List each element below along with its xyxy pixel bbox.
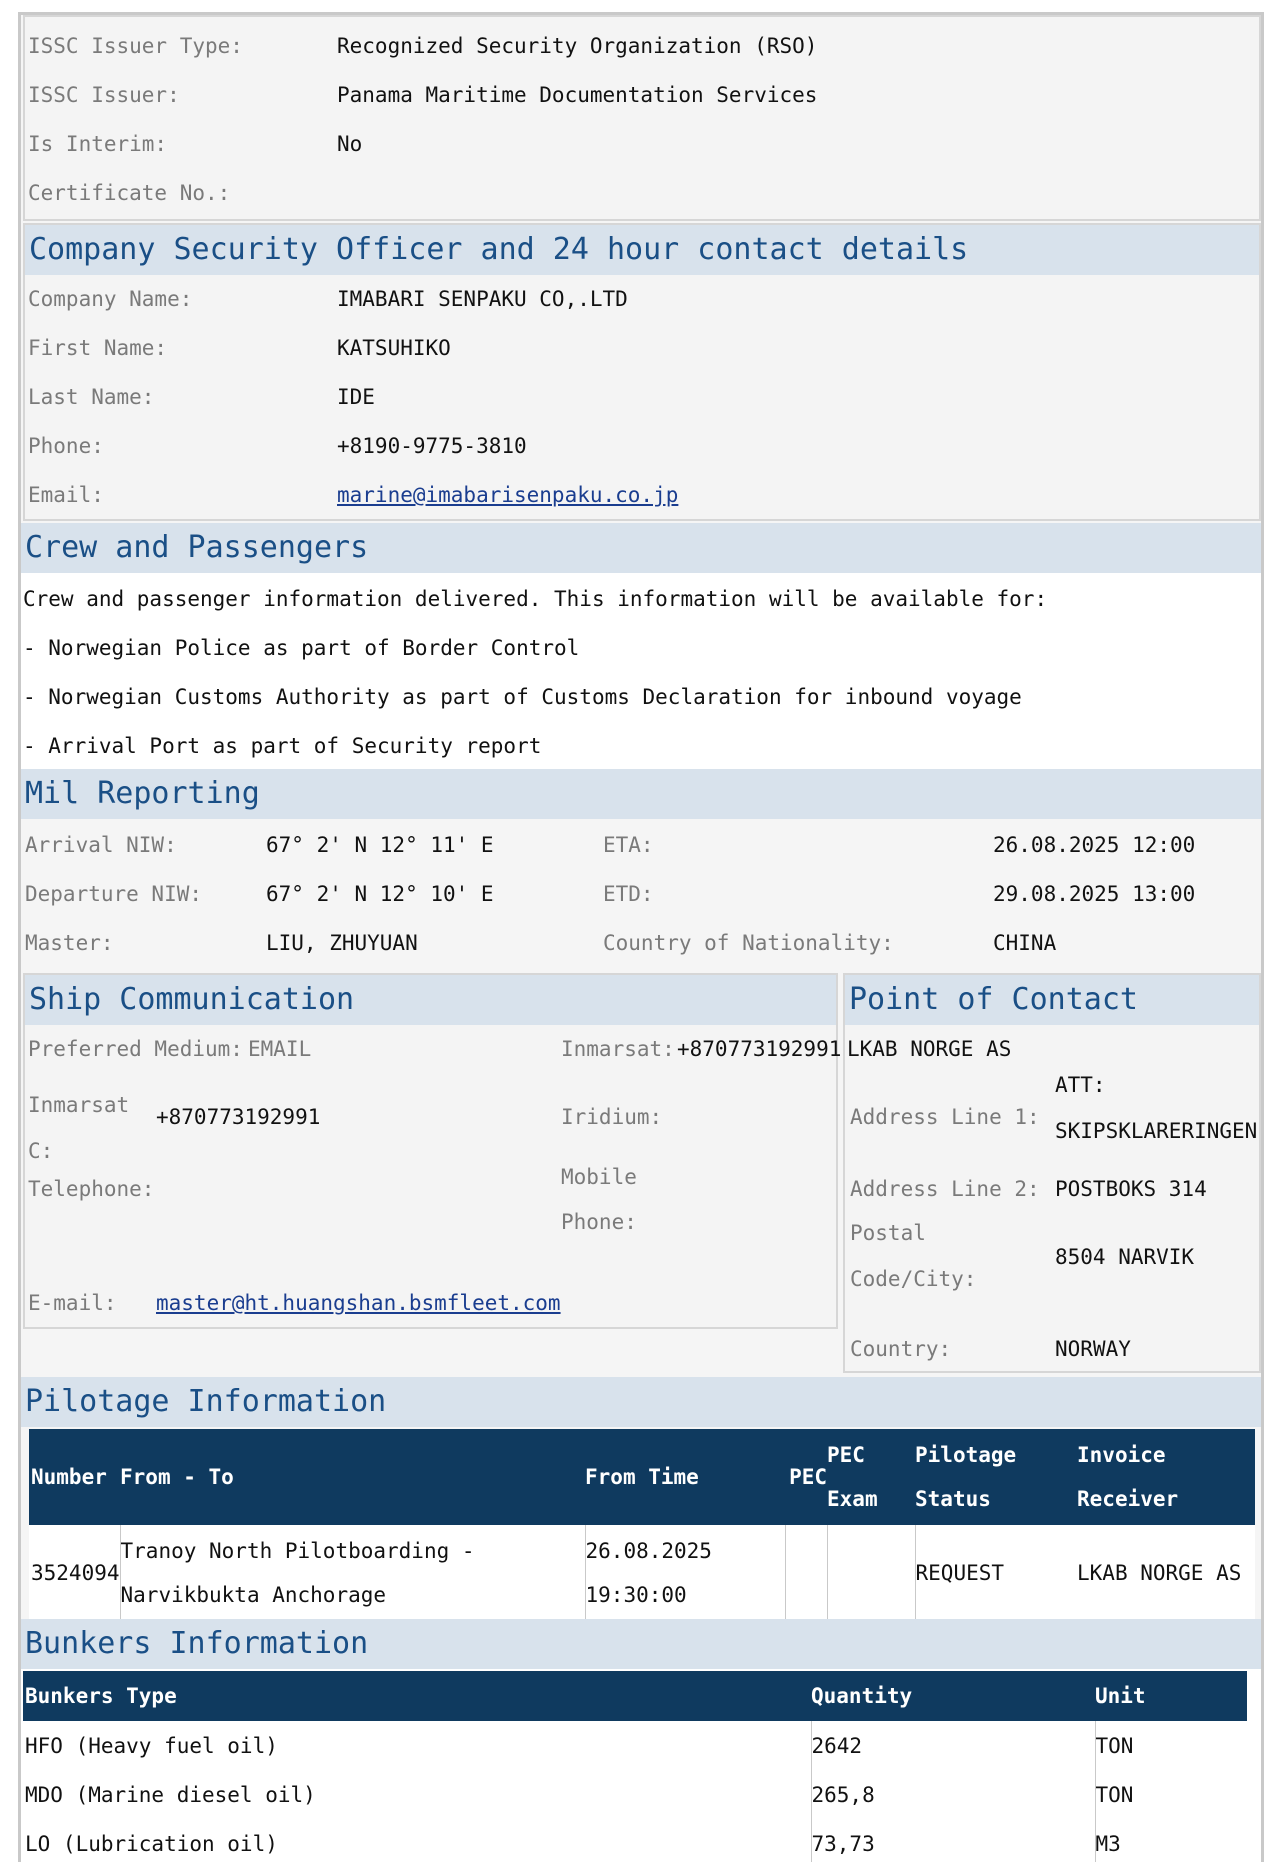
mil-section-title: Mil Reporting (21, 769, 1261, 819)
from-to-line: Narvikbukta Anchorage (120, 1583, 387, 1607)
country-value: NORWAY (1055, 1337, 1131, 1361)
iridium-label: Iridium: (561, 1105, 663, 1129)
address-line-1-label: Address Line 1: (850, 1105, 1040, 1129)
from-time-line: 19:30:00 (585, 1583, 687, 1607)
pilotage-from-to-header: From - To (120, 1429, 585, 1525)
bunkers-unit-cell: TON (1095, 1782, 1134, 1807)
pilotage-from-time-cell (585, 1525, 785, 1621)
preferred-medium-label: Preferred Medium: (28, 1037, 243, 1061)
poc-name: LKAB NORGE AS (847, 1037, 1012, 1061)
address-line-2-label: Address Line 2: (850, 1177, 1040, 1201)
pilotage-table (29, 1429, 1255, 1621)
departure-niw-label: Departure NIW: (25, 882, 203, 906)
address-line-1-value-cont: SKIPSKLARERINGEN (1055, 1119, 1258, 1143)
address-line-1-value: ATT: (1055, 1073, 1106, 1097)
cso-section-title: Company Security Officer and 24 hour contact details (25, 225, 1259, 275)
bunkers-type-cell: HFO (Heavy fuel oil) (23, 1721, 811, 1770)
telephone-label: Telephone: (28, 1177, 155, 1201)
bunkers-row (23, 1770, 1247, 1819)
pilotage-pec-exam-header (827, 1429, 915, 1525)
is-interim-value: No (337, 132, 363, 156)
invoice-header-line: Invoice (1077, 1443, 1166, 1467)
country-label: Country: (850, 1337, 952, 1361)
pilotage-pec-header: PEC (785, 1429, 827, 1525)
crew-intro-text: Crew and passenger information delivered. This information will be available for: (23, 587, 1048, 611)
crew-info-item: - Norwegian Police as part of Border Control (23, 636, 580, 660)
mobile-phone-label-cont: Phone: (561, 1210, 637, 1234)
postal-code-label-cont: Code/City: (850, 1267, 977, 1291)
etd-label: ETD: (603, 882, 654, 906)
pilotage-from-to-cell (120, 1525, 585, 1621)
inmarsat-label: Inmarsat: (561, 1037, 675, 1061)
from-time-line: 26.08.2025 (585, 1539, 712, 1563)
cso-email-link[interactable]: marine@imabarisenpaku.co.jp (337, 483, 679, 507)
point-of-contact-title: Point of Contact (845, 975, 1259, 1025)
bunkers-quantity-cell: 73,73 (811, 1819, 1095, 1862)
pec-exam-header-line: Exam (827, 1487, 878, 1511)
pilotage-section-title: Pilotage Information (21, 1377, 1261, 1427)
nationality-label: Country of Nationality: (603, 931, 894, 955)
ship-email-link[interactable]: master@ht.huangshan.bsmfleet.com (156, 1291, 561, 1315)
bunkers-unit-header: Unit (1095, 1671, 1247, 1721)
bunkers-row (23, 1721, 1247, 1770)
company-name-value: IMABARI SENPAKU CO,.LTD (337, 287, 628, 311)
bunkers-header-row (23, 1671, 1247, 1721)
issc-issuer-label: ISSC Issuer: (28, 83, 180, 107)
postal-code-label: Postal (850, 1221, 926, 1245)
status-header-line: Status (915, 1487, 991, 1511)
mobile-phone-label: Mobile (561, 1165, 637, 1189)
phone-label: Phone: (28, 434, 104, 458)
pilotage-pec-exam-cell (827, 1525, 915, 1621)
pilotage-pec-cell (785, 1525, 827, 1621)
pilotage-header-row (29, 1429, 1255, 1525)
from-to-line: Tranoy North Pilotboarding - (120, 1539, 475, 1563)
certificate-no-label: Certificate No.: (28, 181, 231, 205)
eta-label: ETA: (603, 833, 654, 857)
inmarsat-c-label-cont: C: (28, 1139, 54, 1163)
etd-value: 29.08.2025 13:00 (993, 882, 1196, 906)
bunkers-unit-cell: TON (1095, 1733, 1134, 1758)
issc-issuer-type-value: Recognized Security Organization (RSO) (337, 34, 818, 58)
pilotage-number-header: Number (29, 1429, 120, 1525)
last-name-label: Last Name: (28, 385, 155, 409)
arrival-niw-label: Arrival NIW: (25, 833, 177, 857)
issc-issuer-value: Panama Maritime Documentation Services (337, 83, 818, 107)
address-line-2-value: POSTBOKS 314 (1055, 1177, 1207, 1201)
bunkers-quantity-cell: 265,8 (811, 1770, 1095, 1819)
bunkers-quantity-cell: 2642 (811, 1721, 1095, 1770)
bunkers-type-cell: LO (Lubrication oil) (23, 1819, 811, 1862)
first-name-label: First Name: (28, 336, 168, 360)
bunkers-quantity-header: Quantity (811, 1671, 1095, 1721)
bunkers-unit-cell: M3 (1095, 1831, 1121, 1856)
master-value: LIU, ZHUYUAN (266, 931, 418, 955)
invoice-header-line: Receiver (1077, 1487, 1179, 1511)
inmarsat-c-label: Inmarsat (28, 1093, 130, 1117)
pilotage-from-time-header: From Time (585, 1429, 785, 1525)
is-interim-label: Is Interim: (28, 132, 168, 156)
issc-issuer-type-label: ISSC Issuer Type: (28, 34, 243, 58)
preferred-medium-value: EMAIL (248, 1037, 312, 1061)
email-label: Email: (28, 483, 104, 507)
inmarsat-c-value: +870773192991 (156, 1105, 321, 1129)
crew-info-item: - Arrival Port as part of Security report (23, 734, 542, 758)
bunkers-table (23, 1671, 1247, 1862)
postal-code-value: 8504 NARVIK (1055, 1245, 1195, 1269)
inmarsat-value: +870773192991 (677, 1037, 842, 1061)
phone-value: +8190-9775-3810 (337, 434, 527, 458)
bunkers-type-header: Bunkers Type (23, 1671, 811, 1721)
pilotage-status-cell: REQUEST (915, 1561, 1005, 1585)
bunkers-type-cell: MDO (Marine diesel oil) (23, 1770, 811, 1819)
nationality-value: CHINA (993, 931, 1057, 955)
company-name-label: Company Name: (28, 287, 193, 311)
pilotage-status-header (915, 1429, 1077, 1525)
pilotage-invoice-header (1077, 1429, 1254, 1525)
master-label: Master: (25, 931, 114, 955)
ship-email-label: E-mail: (28, 1291, 117, 1315)
bunkers-row (23, 1819, 1247, 1862)
pilotage-invoice-cell: LKAB NORGE AS (1077, 1561, 1242, 1585)
ship-communication-title: Ship Communication (25, 975, 836, 1025)
first-name-value: KATSUHIKO (337, 336, 451, 360)
status-header-line: Pilotage (915, 1443, 1017, 1467)
eta-value: 26.08.2025 12:00 (993, 833, 1196, 857)
departure-niw-value: 67° 2' N 12° 10' E (266, 882, 494, 906)
crew-info-item: - Norwegian Customs Authority as part of Customs Declaration for inbound voyage (23, 685, 1022, 709)
pilotage-number-cell: 3524094 (29, 1525, 120, 1621)
last-name-value: IDE (337, 385, 375, 409)
arrival-niw-value: 67° 2' N 12° 11' E (266, 833, 494, 857)
pilotage-row (29, 1525, 1255, 1621)
pec-exam-header-line: PEC (827, 1443, 865, 1467)
bunkers-section-title: Bunkers Information (21, 1619, 1261, 1669)
crew-section-title: Crew and Passengers (21, 523, 1261, 573)
vessel-report-page (18, 12, 1264, 1862)
